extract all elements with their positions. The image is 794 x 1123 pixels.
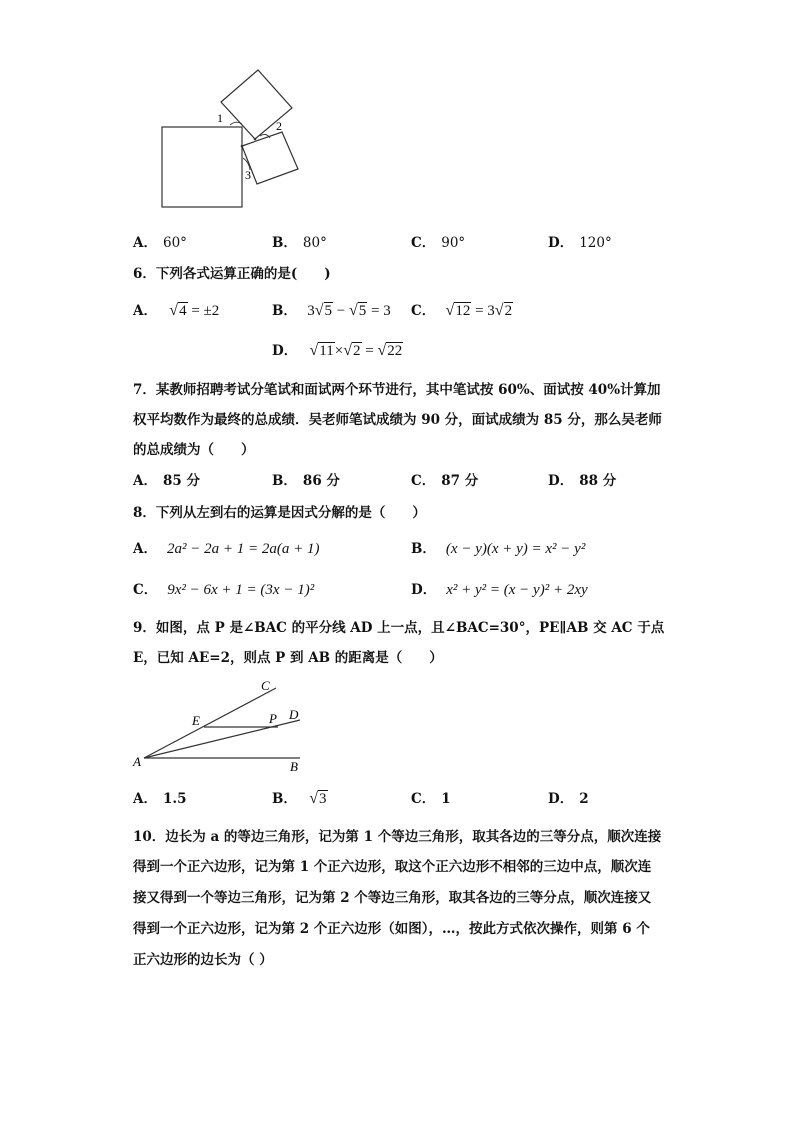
option-text: 60° [162,235,187,251]
radicand: 12 [455,303,471,319]
option-expression: √3 [309,790,327,807]
q6-option-d[interactable] [272,341,403,361]
point-label-d: D [289,707,299,722]
mid: = 3 [471,303,495,319]
radicand: 22 [387,343,403,359]
q5-option-a[interactable] [133,233,187,253]
option-letter: D． [548,791,574,807]
option-text: 1.5 [162,791,187,807]
rhs: = 3 [367,303,391,319]
q10-stem-line3: 接又得到一个等边三角形，记为第 2 个等边三角形，取其各边的三等分点，顺次连接又 [133,890,652,906]
option-letter: A． [133,303,157,319]
option-text: 87 分 [441,473,479,489]
option-expression: (x − y)(x + y) = x² − y² [445,541,586,557]
point-label-a: A [133,754,141,769]
radicand: 4 [179,303,187,319]
option-expression: √12 = 3√2 [445,302,513,319]
q6-stem: 6．下列各式运算正确的是( ) [133,266,331,282]
equals: = [361,343,378,359]
option-letter: C． [411,303,436,319]
option-expression: √4 = ±2 [169,302,220,319]
radicand: 11 [319,343,334,359]
q10-stem-line4: 得到一个正六边形，记为第 2 个正六边形（如图），…，按此方式依次操作，则第 6 个 [133,921,650,937]
q7-option-b[interactable] [272,471,340,491]
q10-stem-line2: 得到一个正六边形，记为第 1 个正六边形，取这个正六边形不相邻的三边中点，顺次连 [133,859,652,875]
rhs: = ±2 [187,303,220,319]
q7-stem-line3: 的总成绩为（ ） [133,442,255,458]
q5-squares-figure [150,62,320,217]
option-letter: B． [272,303,297,319]
large-square [162,127,242,207]
option-expression: √11×√2 = √22 [309,342,403,359]
option-expression: x² + y² = (x − y)² + 2xy [446,582,588,598]
vertex-point [241,145,244,148]
minus: − [333,303,349,319]
point-label-c: C [261,678,270,693]
q6-option-c[interactable] [411,301,513,321]
q8-option-c[interactable] [133,580,314,600]
radicand: 2 [353,343,361,359]
option-letter: C． [411,235,436,251]
q5-option-b[interactable] [272,233,327,253]
q8-option-a[interactable] [133,539,319,559]
option-text: 90° [441,235,466,251]
point-label-p: P [269,711,277,726]
option-letter: C． [133,582,158,598]
q7-stem-line2: 权平均数作为最终的总成绩．吴老师笔试成绩为 90 分，面试成绩为 85 分，那么吴老师 [133,412,662,428]
q8-stem: 8．下列从左到右的运算是因式分解的是（ ） [133,505,426,521]
ray-ac [144,688,276,758]
option-letter: C． [411,473,436,489]
option-letter: D． [272,343,298,359]
radicand: 3 [319,791,327,807]
option-letter: D． [548,235,574,251]
option-letter: B． [411,541,436,557]
q8-option-b[interactable] [411,539,585,559]
option-letter: B． [272,791,297,807]
q8-option-d[interactable] [411,580,588,600]
q10-stem-line1: 10．边长为 a 的等边三角形，记为第 1 个等边三角形，取其各边的三等分点，顺次连接 [133,829,662,845]
option-text: 85 分 [162,473,200,489]
point-label-e: E [192,713,200,728]
option-expression: 3√5 − √5 = 3 [307,302,391,319]
point-label-b: B [290,759,298,774]
option-letter: A． [133,791,157,807]
q6-option-b[interactable] [272,301,391,321]
q7-stem-line1: 7．某教师招聘考试分笔试和面试两个环节进行，其中笔试按 60%、面试按 40%计算加 [133,382,661,398]
option-letter: A． [133,541,157,557]
figure-label-1: 1 [217,111,223,125]
option-letter: A． [133,235,157,251]
radicand: 5 [324,303,332,319]
q7-option-c[interactable] [411,471,478,491]
option-letter: A． [133,473,157,489]
option-letter: C． [411,791,436,807]
option-expression: 2a² − 2a + 1 = 2a(a + 1) [166,541,320,557]
q7-option-a[interactable] [133,471,200,491]
q9-angle-figure [128,676,318,776]
q10-stem-line5: 正六边形的边长为（ ） [133,952,273,968]
q9-stem-line2: E，已知 AE=2，则点 P 到 AB 的距离是（ ） [133,650,443,666]
option-text: 1 [441,791,451,807]
q5-option-d[interactable] [548,233,612,253]
q9-stem-line1: 9．如图，点 P 是∠BAC 的平分线 AD 上一点，且∠BAC=30°，PE∥AB 交 AC 于点 [133,620,665,636]
option-letter: D． [548,473,574,489]
times: × [334,343,344,359]
figure-label-2: 2 [276,119,282,133]
q9-option-d[interactable] [548,789,589,809]
q9-option-b[interactable] [272,789,328,809]
radicand: 5 [358,303,367,319]
q9-option-c[interactable] [411,789,451,809]
option-text: 2 [579,791,589,807]
option-text: 80° [302,235,327,251]
option-text: 88 分 [579,473,617,489]
radicand: 2 [504,303,513,319]
option-text: 120° [579,235,612,251]
option-letter: B． [272,473,297,489]
coefficient: 3 [307,303,315,319]
option-expression: 9x² − 6x + 1 = (3x − 1)² [167,582,315,598]
q6-option-a[interactable] [133,301,219,321]
option-letter: B． [272,235,297,251]
q7-option-d[interactable] [548,471,616,491]
q9-option-a[interactable] [133,789,186,809]
vertex-point-2 [254,138,257,141]
option-letter: D． [411,582,437,598]
option-text: 86 分 [302,473,340,489]
figure-label-3: 3 [245,168,251,182]
q5-option-c[interactable] [411,233,465,253]
